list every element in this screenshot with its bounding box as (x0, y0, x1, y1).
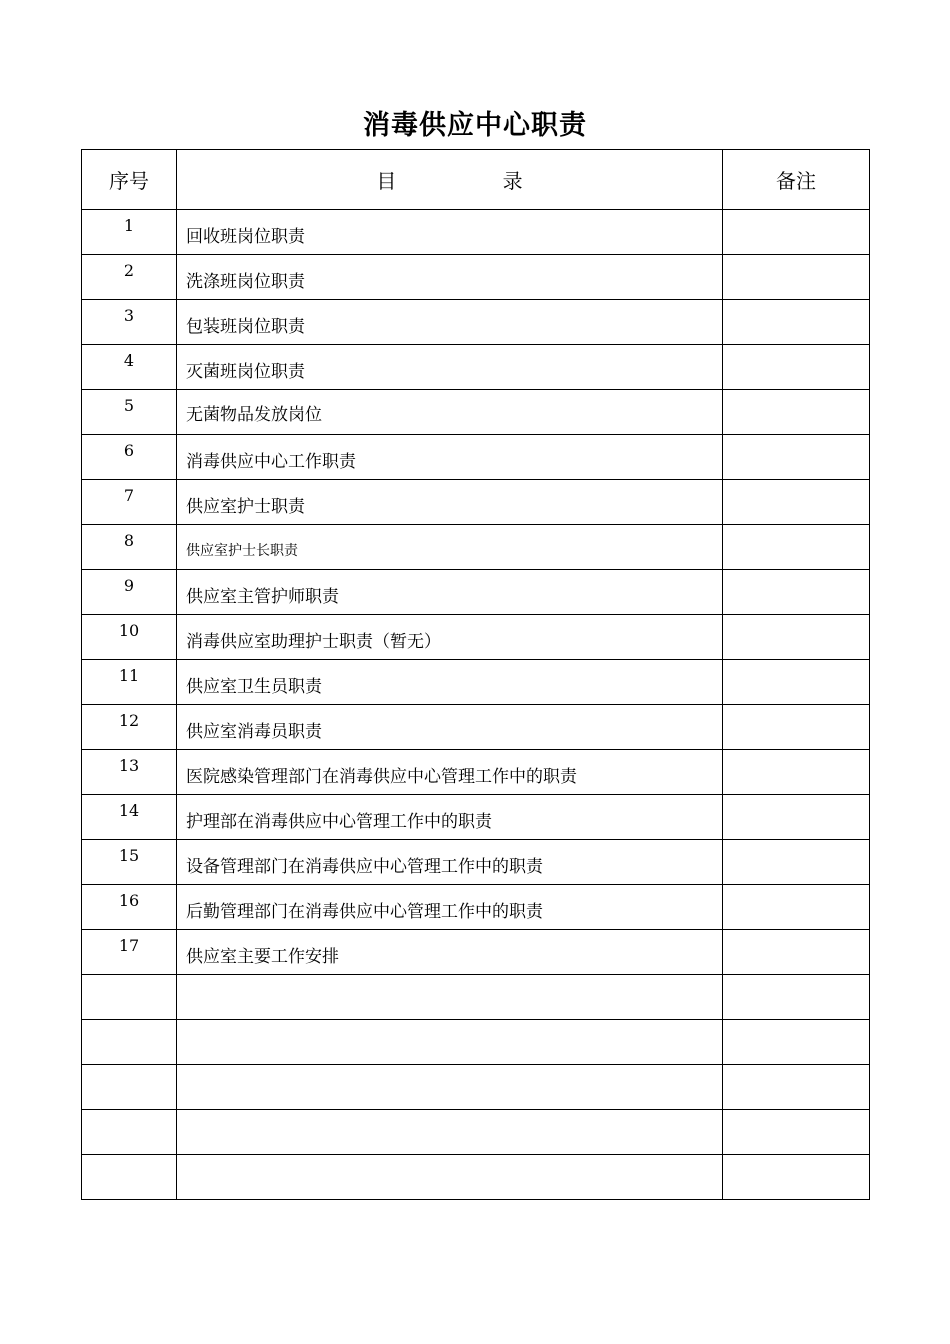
row-title (177, 1155, 723, 1200)
page-title: 消毒供应中心职责 (363, 110, 587, 141)
row-title (177, 1065, 723, 1110)
row-number: 5 (82, 390, 177, 435)
row-number: 16 (82, 885, 177, 930)
row-number (82, 1020, 177, 1065)
table-row (82, 615, 870, 660)
row-remark (723, 705, 870, 750)
row-remark (723, 840, 870, 885)
row-number: 6 (82, 435, 177, 480)
row-remark (723, 885, 870, 930)
row-title: 消毒供应中心工作职责 (177, 435, 723, 480)
row-remark (723, 345, 870, 390)
row-remark (723, 300, 870, 345)
table-row-empty (82, 1020, 870, 1065)
table-row (82, 885, 870, 930)
row-number (82, 1065, 177, 1110)
table-body (82, 210, 870, 1200)
row-title: 供应室卫生员职责 (177, 660, 723, 705)
row-number: 3 (82, 300, 177, 345)
row-title: 洗涤班岗位职责 (177, 255, 723, 300)
row-title: 设备管理部门在消毒供应中心管理工作中的职责 (177, 840, 723, 885)
row-number: 15 (82, 840, 177, 885)
table-row-empty (82, 1065, 870, 1110)
row-remark (723, 525, 870, 570)
table-row-empty (82, 1155, 870, 1200)
header-remarks: 备注 (723, 150, 870, 210)
row-remark (723, 570, 870, 615)
row-remark (723, 930, 870, 975)
contents-table (81, 149, 870, 1200)
row-number: 11 (82, 660, 177, 705)
row-number: 9 (82, 570, 177, 615)
row-remark (723, 750, 870, 795)
row-remark (723, 255, 870, 300)
row-title: 回收班岗位职责 (177, 210, 723, 255)
row-remark (723, 1155, 870, 1200)
row-remark (723, 1110, 870, 1155)
table-row (82, 300, 870, 345)
row-title: 供应室护士职责 (177, 480, 723, 525)
row-number: 1 (82, 210, 177, 255)
row-number: 10 (82, 615, 177, 660)
row-title: 供应室主要工作安排 (177, 930, 723, 975)
row-title (177, 1110, 723, 1155)
row-number: 14 (82, 795, 177, 840)
header-contents-label: 目 录 (376, 169, 523, 193)
table-row (82, 570, 870, 615)
table-row (82, 840, 870, 885)
row-remark (723, 210, 870, 255)
row-number: 13 (82, 750, 177, 795)
row-number: 4 (82, 345, 177, 390)
table-row (82, 705, 870, 750)
row-remark (723, 795, 870, 840)
table-row (82, 525, 870, 570)
table-row (82, 660, 870, 705)
row-number (82, 975, 177, 1020)
table-row-empty (82, 1110, 870, 1155)
row-number (82, 1110, 177, 1155)
table-row (82, 795, 870, 840)
row-title: 无菌物品发放岗位 (177, 390, 723, 435)
row-number: 12 (82, 705, 177, 750)
row-title: 供应室护士长职责 (177, 525, 723, 570)
table-row (82, 435, 870, 480)
row-remark (723, 975, 870, 1020)
row-title: 后勤管理部门在消毒供应中心管理工作中的职责 (177, 885, 723, 930)
table-row (82, 750, 870, 795)
row-title: 包装班岗位职责 (177, 300, 723, 345)
table-row (82, 255, 870, 300)
header-contents (177, 150, 723, 210)
row-number: 2 (82, 255, 177, 300)
row-number: 17 (82, 930, 177, 975)
row-remark (723, 660, 870, 705)
row-title: 灭菌班岗位职责 (177, 345, 723, 390)
table-row-empty (82, 975, 870, 1020)
table-header-row (82, 150, 870, 210)
row-remark (723, 390, 870, 435)
row-title: 供应室主管护师职责 (177, 570, 723, 615)
row-remark (723, 435, 870, 480)
row-number (82, 1155, 177, 1200)
row-number: 7 (82, 480, 177, 525)
table-row (82, 210, 870, 255)
row-remark (723, 1065, 870, 1110)
table-row (82, 480, 870, 525)
row-title (177, 1020, 723, 1065)
table-row (82, 390, 870, 435)
table-row (82, 930, 870, 975)
header-number: 序号 (82, 150, 177, 210)
row-title (177, 975, 723, 1020)
row-title: 消毒供应室助理护士职责（暂无） (177, 615, 723, 660)
row-title: 护理部在消毒供应中心管理工作中的职责 (177, 795, 723, 840)
row-title: 医院感染管理部门在消毒供应中心管理工作中的职责 (177, 750, 723, 795)
row-remark (723, 1020, 870, 1065)
row-number: 8 (82, 525, 177, 570)
table-row (82, 345, 870, 390)
row-remark (723, 480, 870, 525)
row-title: 供应室消毒员职责 (177, 705, 723, 750)
row-remark (723, 615, 870, 660)
